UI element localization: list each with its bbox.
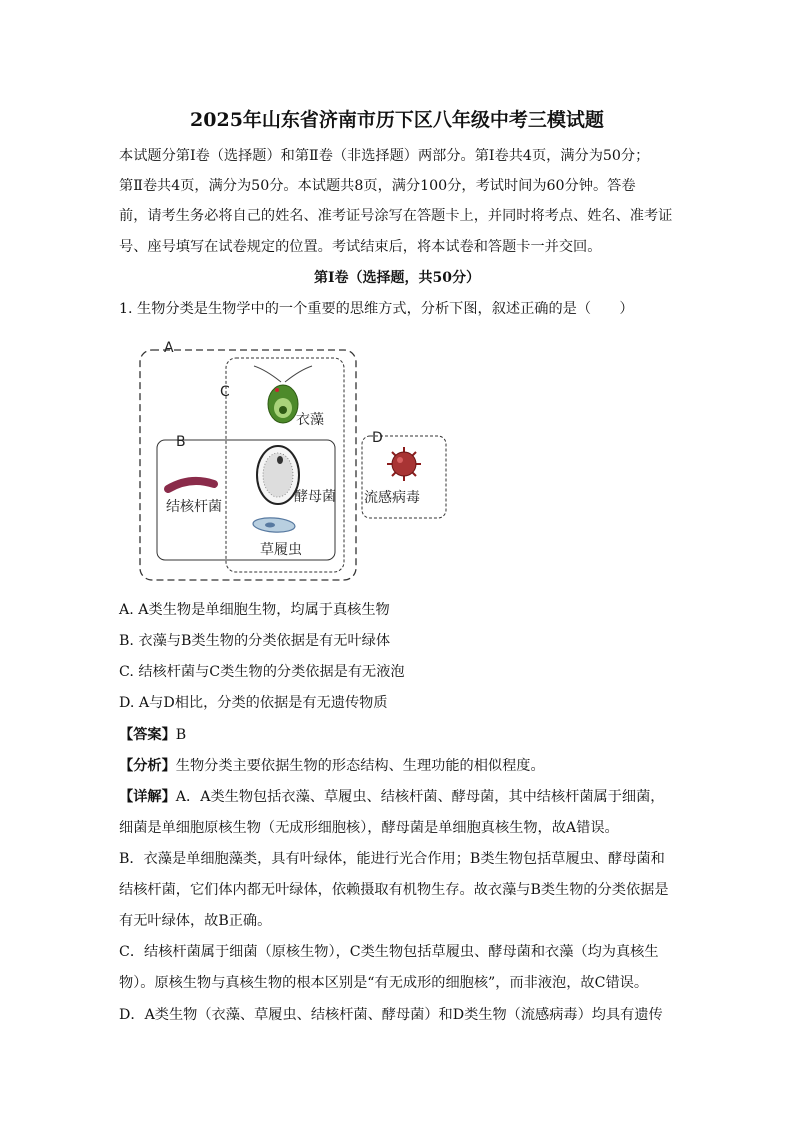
analysis-text: 生物分类主要依据生物的形态结构、生理功能的相似程度。	[175, 758, 545, 774]
paramecium-label: 草履虫	[260, 542, 302, 558]
paramecium-image	[253, 517, 296, 534]
group-c-label: C	[220, 384, 230, 400]
detail-line: 有无叶绿体，故B正确。	[119, 913, 272, 929]
question-stem: 1. 生物分类是生物学中的一个重要的思维方式，分析下图，叙述正确的是（ ）	[119, 301, 634, 317]
yeast-label: 酵母菌	[294, 489, 336, 505]
tb-bacillus-label: 结核杆菌	[166, 499, 222, 515]
option-b: B. 衣藻与B类生物的分类依据是有无叶绿体	[119, 633, 391, 649]
option-c: C. 结核杆菌与C类生物的分类依据是有无液泡	[119, 664, 405, 680]
detail-line: C．结核杆菌属于细菌（原核生物），C类生物包括草履虫、酵母菌和衣藻（均为真核生	[119, 944, 659, 960]
classification-diagram	[130, 330, 470, 588]
detail-line: 物）。原核生物与真核生物的根本区别是“有无成形的细胞核”，而非液泡，故C错误。	[119, 975, 649, 991]
answer-tag: 【答案】	[119, 727, 176, 743]
group-a-label: A	[164, 340, 174, 356]
tb-bacillus-image	[168, 481, 214, 489]
group-b-label: B	[176, 434, 186, 450]
chlamydomonas-label: 衣藻	[296, 412, 324, 428]
detail-line	[119, 787, 664, 807]
detail-line: 细菌是单细胞原核生物（无成形细胞核），酵母菌是单细胞真核生物，故A错误。	[119, 820, 619, 836]
detail-tag: 【详解】	[119, 789, 176, 805]
analysis-tag: 【分析】	[119, 758, 176, 774]
detail-text: A．A类生物包括衣藻、草履虫、结核杆菌、酵母菌，其中结核杆菌属于细菌，	[175, 789, 665, 805]
option-d: D. A与D相比，分类的依据是有无遗传物质	[119, 695, 388, 711]
option-a: A. A类生物是单细胞生物，均属于真核生物	[119, 602, 390, 618]
section-heading: 第Ⅰ卷（选择题，共50分）	[313, 270, 481, 286]
intro-line: 本试题分第Ⅰ卷（选择题）和第Ⅱ卷（非选择题）两部分。第Ⅰ卷共4页，满分为50分；	[119, 148, 650, 164]
intro-line: 前，请考生务必将自己的姓名、准考证号涂写在答题卡上，并同时将考点、姓名、准考证	[119, 208, 673, 224]
influenza-virus-image	[387, 447, 421, 481]
group-d-label: D	[372, 430, 383, 446]
detail-line: D．A类生物（衣藻、草履虫、结核杆菌、酵母菌）和D类生物（流感病毒）均具有遗传	[119, 1007, 663, 1023]
answer-value: B	[175, 727, 187, 743]
group-a-box	[140, 350, 356, 580]
answer-line	[119, 725, 186, 745]
influenza-label: 流感病毒	[364, 490, 420, 506]
detail-line: 结核杆菌，它们体内都无叶绿体，依赖摄取有机物生存。故衣藻与B类生物的分类依据是	[119, 882, 669, 898]
intro-line: 第Ⅱ卷共4页，满分为50分。本试题共8页，满分100分，考试时间为60分钟。答卷	[119, 178, 636, 194]
yeast-image	[257, 446, 299, 504]
detail-line: B．衣藻是单细胞藻类，具有叶绿体，能进行光合作用；B类生物包括草履虫、酵母菌和	[119, 851, 665, 867]
intro-line: 号、座号填写在试卷规定的位置。考试结束后，将本试卷和答题卡一并交回。	[119, 239, 602, 255]
exam-title: 2025年山东省济南市历下区八年级中考三模试题	[190, 109, 604, 131]
analysis-line	[119, 756, 545, 776]
